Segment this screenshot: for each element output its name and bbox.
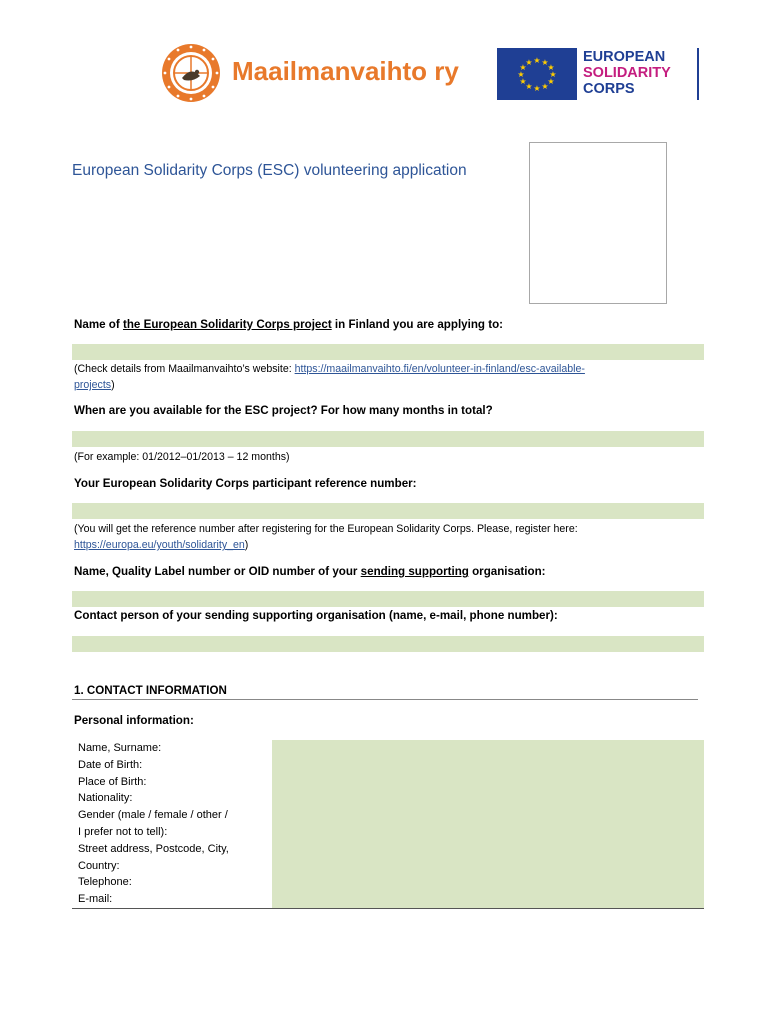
table-row-input[interactable] [272,740,704,757]
table-row [72,891,704,908]
table-row-input[interactable] [272,807,704,841]
esc-logo-line1: EUROPEAN [583,49,666,65]
project-question [74,318,503,331]
esc-logo [497,48,702,100]
organisation-field[interactable] [72,591,704,607]
svg-text:★: ★ [519,77,527,86]
svg-text:★: ★ [525,82,533,91]
table-row-input[interactable] [272,757,704,774]
table-bottom-border [72,908,704,909]
availability-field[interactable] [72,431,704,447]
table-row-label: Date of Birth: [78,758,143,771]
table-row-label: Telephone: [78,876,132,889]
svg-text:★: ★ [547,77,555,86]
project-question-before: Name of [74,318,123,331]
svg-text:★: ★ [517,70,525,79]
svg-text:★: ★ [519,63,527,72]
section-title-contact: 1. CONTACT INFORMATION [74,684,227,697]
organisation-question-after: organisation: [468,565,546,578]
esc-logo-line2: SOLIDARITY [583,65,671,81]
esc-logo-line3: CORPS [583,81,635,97]
project-name-field[interactable] [72,344,704,360]
personal-info-table [72,740,704,908]
esc-logo-divider [697,48,699,100]
table-row-input[interactable] [272,841,704,875]
reference-note [74,521,578,553]
project-note [74,361,585,393]
contact-question: Contact person of your sending supporting organisation (name, e-mail, phone number): [74,609,558,622]
reference-question: Your European Solidarity Corps participant reference number: [74,477,417,490]
table-row-label: Nationality: [78,792,133,805]
svg-text:★: ★ [533,56,541,65]
table-row [72,740,704,757]
project-note-prefix: (Check details from Maailmanvaihto’s website: [74,363,295,375]
table-row [72,874,704,891]
table-row-label: Place of Birth: [78,775,147,788]
project-link-cont[interactable]: projects [74,379,112,391]
project-question-underlined: the European Solidarity Corps project [122,318,332,331]
availability-question: When are you available for the ESC project? For how many months in total? [74,404,493,417]
photo-placeholder[interactable] [529,142,667,304]
table-row [72,807,704,841]
table-row-label: E-mail: [78,893,113,906]
table-row-input[interactable] [272,790,704,807]
table-row-input[interactable] [272,774,704,791]
table-row-input[interactable] [272,874,704,891]
table-row-input[interactable] [272,891,704,908]
svg-text:★: ★ [549,70,557,79]
organisation-question-underlined: sending supporting [360,565,469,578]
page-title: European Solidarity Corps (ESC) volunteering application [72,162,467,179]
table-row [72,841,704,875]
reference-number-field[interactable] [72,503,704,519]
svg-text:★: ★ [525,58,533,67]
table-row-label: Gender (male / female / other / I prefer not to tell): [78,809,228,838]
table-row [72,757,704,774]
table-row [72,790,704,807]
project-question-after: in Finland you are applying to: [331,318,504,331]
reference-note-line1: (You will get the reference number after registering for the European Solidarity Corps. Please, register here: [74,523,578,535]
section-divider [72,699,698,700]
maailmanvaihto-logo [160,42,459,104]
table-row-label: Name, Surname: [78,742,162,754]
esc-logo-text [583,49,671,97]
table-row-label: Street address, Postcode, City, Country: [78,842,229,872]
organisation-question-before: Name, Quality Label number or OID number of your [74,565,361,578]
svg-text:★: ★ [541,82,549,91]
maailmanvaihto-emblem-icon [160,42,224,104]
eu-flag-icon [497,48,577,100]
svg-text:★: ★ [541,58,549,67]
contact-person-field[interactable] [72,636,704,652]
organisation-question [74,565,546,578]
project-note-suffix: ) [111,379,115,391]
table-row [72,774,704,791]
svg-text:★: ★ [547,63,555,72]
register-link[interactable]: https://europa.eu/youth/solidarity_en [74,539,245,551]
svg-text:★: ★ [533,84,541,93]
reference-note-suffix: ) [244,539,249,551]
org-name: Maailmanvaihto ry [232,56,459,86]
availability-note: (For example: 01/2012–01/2013 – 12 months) [74,451,290,463]
project-link[interactable]: https://maailmanvaihto.fi/en/volunteer-in-finland/esc-available- [294,363,585,375]
personal-info-label: Personal information: [74,714,194,727]
